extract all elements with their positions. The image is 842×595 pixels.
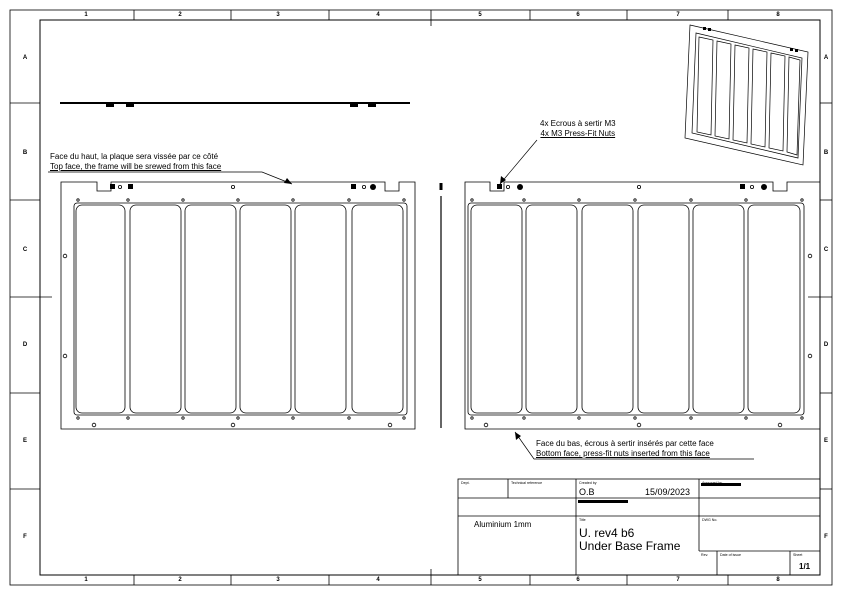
bottom-face-annotation-en: Bottom face, press-fit nuts inserted from this face <box>536 449 710 458</box>
row-label-b: B <box>22 150 28 156</box>
approved-by-label: Approved by <box>702 481 723 485</box>
nuts-annotation <box>540 119 616 139</box>
column-label-6: 6 <box>576 12 580 18</box>
bottom-face-nut-marks <box>497 184 767 190</box>
created-by-bar <box>578 500 628 503</box>
column-label-2-bottom: 2 <box>178 577 182 583</box>
date-value: 15/09/2023 <box>645 487 691 497</box>
column-label-1: 1 <box>84 12 88 18</box>
top-face-annotation-en: Top face, the frame will be srewed from this face <box>50 162 222 171</box>
column-label-3-bottom: 3 <box>276 577 280 583</box>
column-label-7-bottom: 7 <box>676 577 680 583</box>
bottom-face-annotation <box>536 439 714 459</box>
bottom-face-view <box>465 182 820 429</box>
sheet-outer-border <box>10 10 832 585</box>
nuts-annotation-fr: 4x Ecrous à sertir M3 <box>540 119 616 128</box>
row-label-c: C <box>22 247 28 253</box>
row-label-e: E <box>22 438 28 444</box>
top-face-annotation <box>50 152 221 172</box>
title-label: Title <box>579 518 586 522</box>
column-label-4: 4 <box>376 12 380 18</box>
row-label-f: F <box>23 534 27 540</box>
column-label-8: 8 <box>776 12 780 18</box>
row-label-a: A <box>22 55 28 61</box>
column-label-2: 2 <box>178 12 182 18</box>
column-label-5-bottom: 5 <box>478 577 482 583</box>
column-label-3: 3 <box>276 12 280 18</box>
rev-label: Rev. <box>701 553 709 557</box>
side-view <box>60 103 410 107</box>
column-label-4-bottom: 4 <box>376 577 380 583</box>
row-label-a-right: A <box>823 55 829 61</box>
column-label-5: 5 <box>478 12 482 18</box>
dwg-no-label: DWG No. <box>702 518 718 522</box>
material-value: Aluminium 1mm <box>474 520 532 529</box>
nuts-annotation-en: 4x M3 Press-Fit Nuts <box>540 129 616 138</box>
technical-reference-label: Technical reference <box>511 481 543 485</box>
sheet-value: 1/1 <box>799 562 811 571</box>
created-by-label: Created by <box>579 481 597 485</box>
edge-view-nut <box>440 183 443 190</box>
zone-ticks <box>10 10 832 585</box>
title-line-1: U. rev4 b6 <box>579 526 635 540</box>
column-label-1-bottom: 1 <box>84 577 88 583</box>
bottom-face-annotation-fr: Face du bas, écrous à sertir insérés par cette face <box>536 439 714 448</box>
date-of-issue-label: Date of issue <box>720 553 741 557</box>
row-label-d: D <box>22 342 28 348</box>
row-label-e-right: E <box>823 438 829 444</box>
isometric-view <box>685 25 808 165</box>
column-label-7: 7 <box>676 12 680 18</box>
sheet-label: Sheet <box>793 553 803 557</box>
column-label-8-bottom: 8 <box>776 577 780 583</box>
row-label-f-right: F <box>824 534 828 540</box>
created-by-value: O.B <box>579 487 595 497</box>
leader-arrowheads <box>284 176 521 440</box>
row-label-d-right: D <box>823 342 829 348</box>
title-line-2: Under Base Frame <box>579 539 681 553</box>
isometric-view-marks <box>703 27 798 52</box>
row-label-c-right: C <box>823 247 829 253</box>
top-face-nut-marks <box>110 184 376 190</box>
column-label-6-bottom: 6 <box>576 577 580 583</box>
top-face-view <box>61 182 415 429</box>
dept-label: Dept. <box>461 481 470 485</box>
row-label-b-right: B <box>823 150 829 156</box>
top-face-annotation-fr: Face du haut, la plaque sera vissée par ce côté <box>50 152 219 161</box>
